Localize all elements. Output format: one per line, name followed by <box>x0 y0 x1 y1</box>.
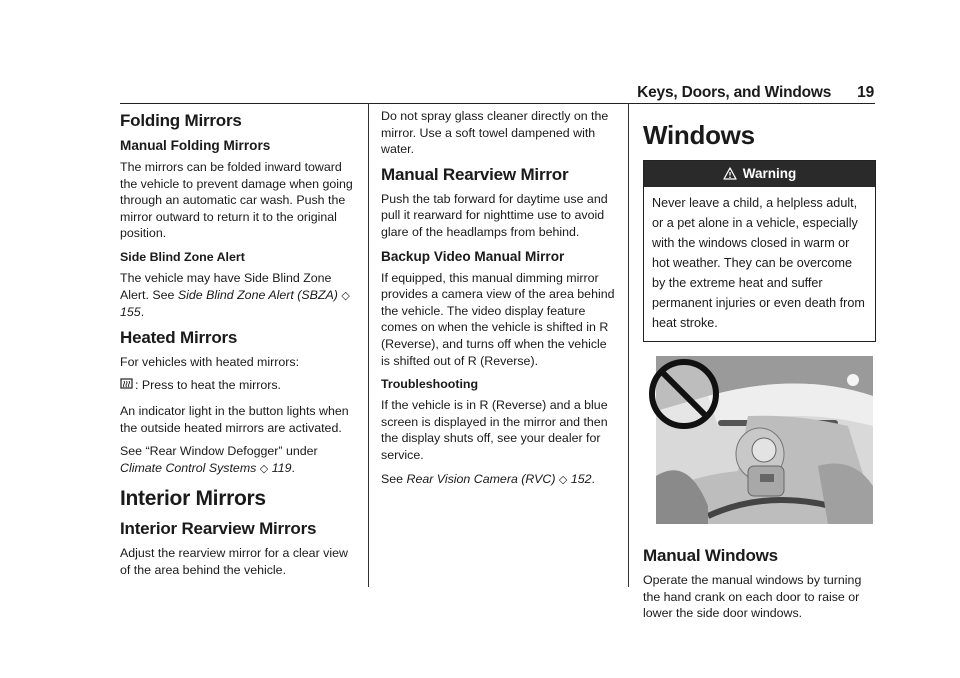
warning-header <box>644 161 875 187</box>
warning-box <box>643 160 876 342</box>
manual-windows-heading: Manual Windows <box>643 546 778 565</box>
manual-rearview-heading: Manual Rearview Mirror <box>381 164 569 184</box>
header-rule <box>120 103 875 104</box>
page-number: 19 <box>857 84 874 101</box>
sbza-paragraph: The vehicle may have Side Blind Zone Alert. See Side Blind Zone Alert (SBZA) ◇ 155. <box>120 270 350 320</box>
column-divider <box>368 103 369 587</box>
page-reference-icon: ◇ <box>259 462 269 475</box>
no-child-in-car-illustration <box>648 356 873 524</box>
warning-text: Never leave a child, a helpless adult, or a pet alone in a vehicle, especially with the windows closed in warm or hot weather. They can be overcome by the extreme heat and suffer permanent injuries or even death from heat stroke. <box>652 196 865 330</box>
warning-triangle-icon <box>723 167 737 180</box>
rear-defogger-icon <box>120 378 133 396</box>
manual-windows-text: Operate the manual windows by turning the hand crank on each door to raise or lower the side door windows. <box>643 573 862 621</box>
manual-folding-text: The mirrors can be folded inward toward the vehicle to prevent damage when going through an automatic car wash. Push the mirror outward to return it to the original position. <box>120 160 353 241</box>
manual-rearview-text: Push the tab forward for daytime use and pull it rearward for nighttime use to avoid glare of the headlamps from behind. <box>381 191 608 239</box>
folding-mirrors-heading: Folding Mirrors <box>120 111 242 130</box>
column-2 <box>381 108 615 495</box>
column-3 <box>643 108 876 629</box>
windows-heading: Windows <box>643 120 755 150</box>
page-reference-icon: ◇ <box>341 289 350 302</box>
side-blind-zone-heading: Side Blind Zone Alert <box>120 249 245 264</box>
sbza-page[interactable]: 155 <box>120 305 141 320</box>
indicator-text: An indicator light in the button lights when the outside heated mirrors are activated. <box>120 403 349 435</box>
sbza-link[interactable]: Side Blind Zone Alert (SBZA) <box>177 287 338 302</box>
rvc-link[interactable]: Rear Vision Camera (RVC) <box>406 471 556 486</box>
column-divider <box>628 103 629 587</box>
backup-video-heading: Backup Video Manual Mirror <box>381 248 565 264</box>
rvc-page[interactable]: 152 <box>570 471 592 486</box>
heated-intro: For vehicles with heated mirrors: <box>120 354 300 369</box>
interior-rearview-text: Adjust the rearview mirror for a clear view of the area behind the vehicle. <box>120 546 348 577</box>
warning-label: Warning <box>742 166 797 181</box>
backup-video-text: If equipped, this manual dimming mirror provides a camera view of the area behind the vehicle. The video display feature comes on when the vehicle is shifted in R (Reverse), and turns off when the vehicle is shifted out of R (Reverse). <box>381 270 615 368</box>
rvc-paragraph: See Rear Vision Camera (RVC) ◇ 152. <box>381 471 595 486</box>
section-title: Keys, Doors, and Windows <box>637 84 832 101</box>
cleaner-text: Do not spray glass cleaner directly on the mirror. Use a soft towel dampened with water. <box>381 109 609 157</box>
manual-folding-mirrors-heading: Manual Folding Mirrors <box>120 138 271 153</box>
climate-page[interactable]: 119 <box>271 460 292 475</box>
interior-mirrors-heading: Interior Mirrors <box>120 487 266 511</box>
column-1 <box>120 108 356 586</box>
page-reference-icon: ◇ <box>558 473 568 486</box>
interior-rearview-heading: Interior Rearview Mirrors <box>120 519 317 539</box>
see-defogger-paragraph: See “Rear Window Defogger” under Climate Control Systems ◇ 119. <box>120 444 318 475</box>
climate-link[interactable]: Climate Control Systems <box>120 460 257 475</box>
page-header <box>637 84 874 102</box>
heated-icon-row: : Press to heat the mirrors. <box>120 377 356 396</box>
troubleshooting-heading: Troubleshooting <box>381 377 479 392</box>
heated-mirrors-heading: Heated Mirrors <box>120 327 238 347</box>
troubleshooting-text: If the vehicle is in R (Reverse) and a blue screen is displayed in the mirror and then the display shuts off, see your dealer for service. <box>381 398 608 462</box>
